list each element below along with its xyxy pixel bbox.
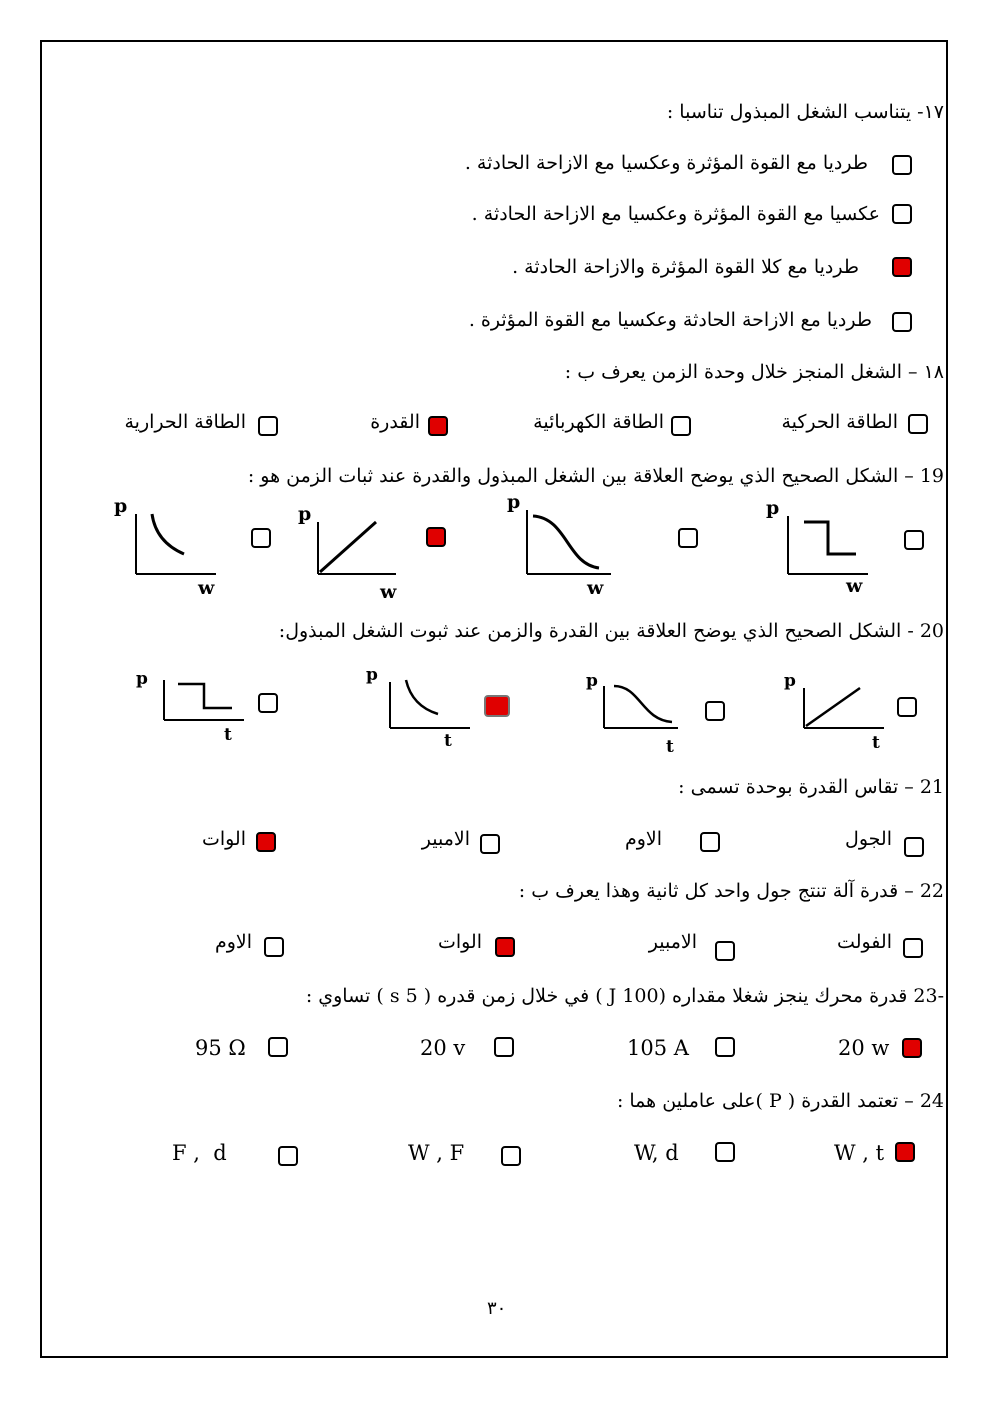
- q21-option-1-checkbox[interactable]: [904, 837, 924, 857]
- q17-option-3-checkbox[interactable]: [892, 257, 912, 277]
- q23-option-2-checkbox[interactable]: [715, 1037, 735, 1057]
- q18-option-4-checkbox[interactable]: [258, 416, 278, 436]
- q19-graph-4-x-label: w: [198, 577, 215, 598]
- q22-option-3-checkbox[interactable]: [495, 937, 515, 957]
- q19-graph-1-y-label: p: [766, 497, 780, 519]
- q24-option-3-checkbox[interactable]: [501, 1146, 521, 1166]
- q20-graph-2-x-label: t: [666, 737, 674, 757]
- q23-option-1-checkbox[interactable]: [902, 1038, 922, 1058]
- q20-graph-3-inverse: [362, 662, 474, 752]
- q20-graph-1-x-label: t: [872, 733, 880, 753]
- q20-question: 20 - الشكل الصحيح الذي يوضح العلاقة بين القدرة والزمن عند ثبوت الشغل المبذول:: [278, 620, 944, 642]
- q21-option-4-text: الوات: [201, 828, 246, 850]
- q22-option-3-text: الوات: [437, 931, 482, 953]
- q24-option-2-text: W, d: [634, 1141, 679, 1165]
- q24-question: 24 – تعتمد القدرة ( P )على عاملين هما :: [616, 1090, 944, 1112]
- q22-option-4-checkbox[interactable]: [264, 937, 284, 957]
- q21-option-1-text: الجول: [845, 828, 892, 850]
- q17-option-2-text: عكسيا مع القوة المؤثرة وعكسيا مع الازاحة الحادثة .: [471, 203, 880, 225]
- q21-question: 21 – تقاس القدرة بوحدة تسمى :: [678, 776, 944, 798]
- q23-option-4-checkbox[interactable]: [268, 1037, 288, 1057]
- page-number: ٣٠: [487, 1298, 507, 1319]
- q17-option-3-text: طرديا مع كلا القوة المؤثرة والازاحة الحادثة .: [512, 256, 859, 278]
- q20-graph-1-linear: [780, 666, 888, 756]
- q21-option-3-text: الامبير: [421, 828, 470, 850]
- q20-graph-2-y-label: p: [586, 671, 598, 691]
- q18-question: ١٨ – الشغل المنجز خلال وحدة الزمن يعرف ب :: [564, 361, 944, 383]
- q20-graph-3-y-label: p: [366, 665, 378, 685]
- q24-option-3-text: W , F: [408, 1141, 465, 1165]
- q19-option-2-checkbox[interactable]: [678, 528, 698, 548]
- q24-option-1-checkbox[interactable]: [895, 1142, 915, 1162]
- q23-option-2-text: 105 A: [627, 1036, 689, 1060]
- q19-graph-4-y-label: p: [114, 495, 128, 517]
- q18-option-3-text: القدرة: [370, 411, 420, 433]
- q22-option-2-checkbox[interactable]: [715, 941, 735, 961]
- q23-option-3-checkbox[interactable]: [494, 1037, 514, 1057]
- q20-graph-4-step: [134, 666, 246, 746]
- q24-option-4-text: F , d: [172, 1141, 227, 1165]
- q22-option-1-text: الفولت: [837, 931, 892, 953]
- q19-graph-2-s-curve: [505, 488, 617, 596]
- q24-option-4-checkbox[interactable]: [278, 1146, 298, 1166]
- q19-option-3-checkbox[interactable]: [426, 527, 446, 547]
- q19-graph-3-linear: [296, 500, 408, 602]
- q22-question: 22 – قدرة آلة تنتج جول واحد كل ثانية وهذا يعرف ب :: [518, 880, 944, 902]
- q19-graph-1-x-label: w: [846, 575, 863, 596]
- q20-graph-2-s-curve: [582, 666, 692, 758]
- q18-option-1-checkbox[interactable]: [908, 414, 928, 434]
- q18-option-4-text: الطاقة الحرارية: [124, 411, 246, 433]
- q20-option-4-checkbox[interactable]: [258, 693, 278, 713]
- q21-option-3-checkbox[interactable]: [480, 834, 500, 854]
- q24-option-1-text: W , t: [834, 1141, 885, 1165]
- q21-option-2-text: الاوم: [624, 828, 662, 850]
- q20-graph-1-y-label: p: [784, 671, 796, 691]
- q17-option-1-checkbox[interactable]: [892, 155, 912, 175]
- q19-graph-4-inverse: [112, 490, 222, 598]
- q19-option-4-checkbox[interactable]: [251, 528, 271, 548]
- q20-option-1-checkbox[interactable]: [897, 697, 917, 717]
- q17-option-4-text: طرديا مع الازاحة الحادثة وعكسيا مع القوة المؤثرة .: [468, 309, 872, 331]
- q19-option-1-checkbox[interactable]: [904, 530, 924, 550]
- q21-option-4-checkbox[interactable]: [256, 832, 276, 852]
- q20-option-2-checkbox[interactable]: [705, 701, 725, 721]
- q18-option-2-checkbox[interactable]: [671, 416, 691, 436]
- q19-question: 19 – الشكل الصحيح الذي يوضح العلاقة بين الشغل المبذول والقدرة عند ثبات الزمن هو :: [247, 465, 944, 487]
- q21-option-2-checkbox[interactable]: [700, 832, 720, 852]
- q19-graph-3-y-label: p: [298, 503, 312, 525]
- q19-graph-1-step: [760, 492, 872, 596]
- q19-graph-2-x-label: w: [587, 577, 604, 596]
- q20-option-3-checkbox[interactable]: [484, 695, 510, 717]
- q22-option-1-checkbox[interactable]: [903, 938, 923, 958]
- q19-graph-3-x-label: w: [380, 581, 397, 602]
- q20-graph-3-x-label: t: [444, 731, 452, 751]
- q17-question: ١٧- يتناسب الشغل المبذول تناسبا :: [666, 101, 944, 123]
- q24-option-2-checkbox[interactable]: [715, 1142, 735, 1162]
- q19-graph-2-y-label: p: [507, 491, 521, 513]
- q22-option-4-text: الاوم: [214, 931, 252, 953]
- q22-option-2-text: الامبير: [648, 931, 697, 953]
- q17-option-2-checkbox[interactable]: [892, 204, 912, 224]
- q23-option-1-text: 20 w: [838, 1036, 890, 1060]
- q23-question: -23 قدرة محرك ينجز شغلا مقداره (100 J ) في خلال زمن قدره ( 5 s ) تساوي :: [305, 985, 944, 1007]
- q18-option-3-checkbox[interactable]: [428, 416, 448, 436]
- q20-graph-4-x-label: t: [224, 725, 232, 745]
- q20-graph-4-y-label: p: [136, 669, 148, 689]
- q23-option-4-text: 95 Ω: [195, 1036, 246, 1060]
- q17-option-1-text: طرديا مع القوة المؤثرة وعكسيا مع الازاحة الحادثة .: [464, 152, 868, 174]
- q18-option-1-text: الطاقة الحركية: [781, 411, 898, 433]
- q18-option-2-text: الطاقة الكهربائية: [533, 411, 664, 433]
- q23-option-3-text: 20 v: [420, 1036, 466, 1060]
- q17-option-4-checkbox[interactable]: [892, 312, 912, 332]
